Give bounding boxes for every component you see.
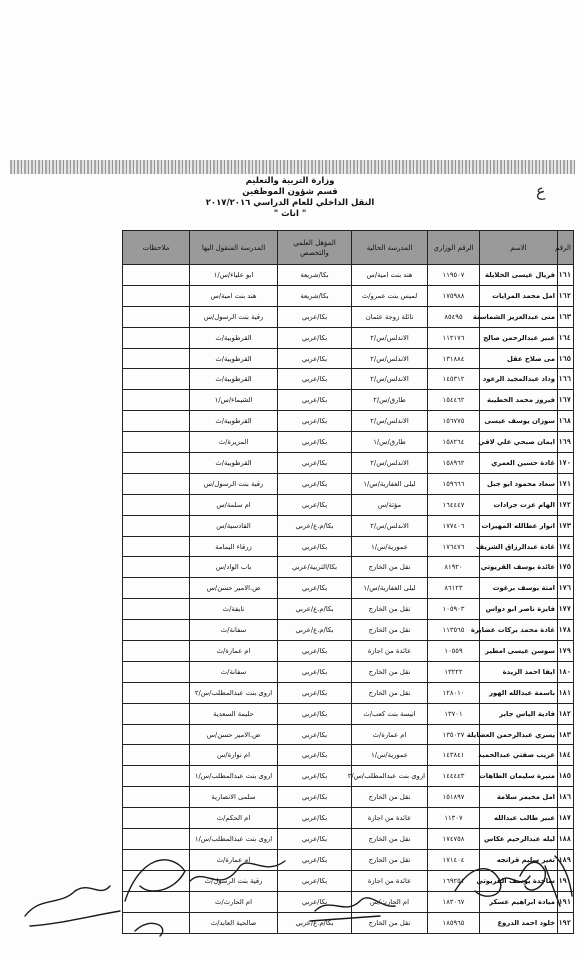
row-qualification-cell: بكا/عربي [278, 348, 352, 369]
table-row [123, 536, 574, 557]
row-qualification-cell: بكا/م.ع/عربي [278, 515, 352, 536]
row-name-cell: سعاد محمود ابو جبل [480, 473, 558, 494]
row-id-cell: ١٤٤٤٤٣ [428, 766, 480, 787]
table-row [123, 411, 574, 432]
row-notes-cell [123, 724, 190, 745]
table-row [123, 265, 574, 286]
row-target-school-cell: ام نوارة/س [190, 745, 278, 766]
row-target-school-cell: ابو علياء/س/١ [190, 265, 278, 286]
row-name-cell: امنة يوسف برغوث [480, 578, 558, 599]
row-qualification-cell: بكا/عربي [278, 641, 352, 662]
row-name-cell: ليله عبدالرحيم عكاس [480, 829, 558, 850]
row-num-cell: ١٨٣ [558, 724, 574, 745]
row-qualification-cell: بكا/عربي [278, 724, 352, 745]
row-qualification-cell: بكا/عربي [278, 829, 352, 850]
row-school-cell: الاندلس/س/٢ [352, 348, 428, 369]
row-target-school-cell: حليمة السعدية [190, 703, 278, 724]
row-name-cell: فايزة ناصر ابو دواس [480, 599, 558, 620]
row-target-school-cell: ام الحارث/ث [190, 891, 278, 912]
table-row [123, 327, 574, 348]
row-name-cell: خلود احمد الدروع [480, 912, 558, 933]
table-header-row [123, 231, 574, 265]
row-id-cell: ١١٩٥٠٧ [428, 265, 480, 286]
row-target-school-cell: ام الحكم/ث [190, 808, 278, 829]
row-school-cell: ام الحارث/س [352, 891, 428, 912]
row-school-cell: الاندلس/س/٢ [352, 369, 428, 390]
signature-2 [125, 860, 285, 936]
row-target-school-cell: رقية بنت الرسول/ث [190, 870, 278, 891]
row-name-cell: غادة عبدالرزاق الشريف [480, 536, 558, 557]
row-qualification-cell: بكا/م.ع/عربي [278, 620, 352, 641]
row-num-cell: ١٦٩ [558, 432, 574, 453]
signatures [0, 836, 583, 956]
table-row [123, 578, 574, 599]
row-qualification-cell: بكا/عربي [278, 306, 352, 327]
row-school-cell: نقل من الخارج [352, 829, 428, 850]
row-num-cell: ١٧٧ [558, 599, 574, 620]
row-name-cell: امل محمد المرايات [480, 285, 558, 306]
row-target-school-cell: سلمى الانصارية [190, 787, 278, 808]
document-header [180, 176, 400, 220]
row-num-cell: ١٦٧ [558, 390, 574, 411]
row-name-cell: منى عبدالعزيز الشماسنة [480, 306, 558, 327]
row-school-cell: اروى بنت عبدالمطلب/س/٢ [352, 766, 428, 787]
row-qualification-cell: بكا/عربي [278, 661, 352, 682]
row-school-cell: الاندلس/س/٢ [352, 453, 428, 474]
row-notes-cell [123, 369, 190, 390]
row-school-cell: نقل من الخارج [352, 912, 428, 933]
row-name-cell: عبير طالب عبدالله [480, 808, 558, 829]
row-id-cell: ١٧٤٧٥٨ [428, 829, 480, 850]
row-notes-cell [123, 285, 190, 306]
row-name-cell: منيرة سليمان الطاهات [480, 766, 558, 787]
document-title: النقل الداخلي للعام الدراسي ٢٠١٧/٢٠١٦ [205, 198, 375, 208]
table-row [123, 473, 574, 494]
row-target-school-cell: القرطوبية/ث [190, 453, 278, 474]
row-num-cell: ١٧٩ [558, 641, 574, 662]
row-qualification-cell: بكا/م.ع/عربي [278, 912, 352, 933]
row-school-cell: نقل من الخارج [352, 620, 428, 641]
table-row [123, 348, 574, 369]
table-row [123, 432, 574, 453]
row-name-cell: عبير عبدالرحمن صالح [480, 327, 558, 348]
table-row [123, 641, 574, 662]
row-id-cell: ١٣٢٢٢ [428, 661, 480, 682]
row-num-cell: ١٦٣ [558, 306, 574, 327]
row-qualification-cell: بكا/شريعة [278, 285, 352, 306]
row-id-cell: ١٧١٤٠٤ [428, 849, 480, 870]
row-qualification-cell: بكا/عربي [278, 494, 352, 515]
row-num-cell: ١٨٠ [558, 661, 574, 682]
row-id-cell: ١٥٩٦٦٦ [428, 473, 480, 494]
row-notes-cell [123, 808, 190, 829]
row-id-cell: ١١٢١٧٦ [428, 327, 480, 348]
row-name-cell: فيروز محمد الخطيبة [480, 390, 558, 411]
row-num-cell: ١٨١ [558, 682, 574, 703]
row-num-cell: ١٧١ [558, 473, 574, 494]
row-notes-cell [123, 453, 190, 474]
row-num-cell: ١٦٢ [558, 285, 574, 306]
department-name: قسم شؤون الموظفين [242, 187, 338, 197]
row-id-cell: ١٣٧٠١ [428, 703, 480, 724]
row-qualification-cell: بكا/عربي [278, 808, 352, 829]
row-notes-cell [123, 432, 190, 453]
row-id-cell: ١٠٥٩٠٣ [428, 599, 480, 620]
row-qualification-cell: بكا/التربية/عربي [278, 557, 352, 578]
row-target-school-cell: القرطوبية/ث [190, 411, 278, 432]
row-qualification-cell: بكا/عربي [278, 849, 352, 870]
row-qualification-cell: بكا/عربي [278, 787, 352, 808]
row-notes-cell [123, 682, 190, 703]
row-id-cell: ١٥٤٤٦٢ [428, 390, 480, 411]
row-id-cell: ٨٥٤٩٥ [428, 306, 480, 327]
row-notes-cell [123, 787, 190, 808]
table-row [123, 599, 574, 620]
table-row [123, 390, 574, 411]
row-school-cell: ام عمارة/ث [352, 724, 428, 745]
row-qualification-cell: بكا/عربي [278, 390, 352, 411]
table-row [123, 808, 574, 829]
row-qualification-cell: بكا/عربي [278, 327, 352, 348]
row-notes-cell [123, 348, 190, 369]
row-school-cell: نقل من الخارج [352, 849, 428, 870]
row-id-cell: ١٨٥٩٦٥ [428, 912, 480, 933]
row-num-cell: ١٩٠ [558, 870, 574, 891]
row-school-cell: نقل من الخارج [352, 557, 428, 578]
row-num-cell: ١٨٥ [558, 766, 574, 787]
row-school-cell: لميس بنت عمرو/ث [352, 285, 428, 306]
col-qualification-header: المؤهل العلمي والتخصص [278, 231, 352, 265]
row-num-cell: ١٧٤ [558, 536, 574, 557]
row-school-cell: نقل من الخارج [352, 787, 428, 808]
row-school-cell: الاندلس/س/٢ [352, 327, 428, 348]
row-target-school-cell: زرقاء اليمامة [190, 536, 278, 557]
row-id-cell: ١٢٨٠١٠ [428, 682, 480, 703]
table-row [123, 285, 574, 306]
row-id-cell: ١٦٩٢٥١ [428, 870, 480, 891]
row-num-cell: ١٦٨ [558, 411, 574, 432]
row-num-cell: ١٧٨ [558, 620, 574, 641]
row-num-cell: ١٧٦ [558, 578, 574, 599]
row-name-cell: ميادة ابراهيم عسكر [480, 891, 558, 912]
row-name-cell: عريب صفتي عبدالحميد [480, 745, 558, 766]
row-num-cell: ١٩٢ [558, 912, 574, 933]
row-target-school-cell: ض.الامير حسن/س [190, 724, 278, 745]
row-notes-cell [123, 265, 190, 286]
row-name-cell: ايمان صبحي علي لافي [480, 432, 558, 453]
row-school-cell: الاندلس/س/٢ [352, 515, 428, 536]
row-target-school-cell: رقية بنت الرسول/س [190, 473, 278, 494]
table-row [123, 453, 574, 474]
row-qualification-cell: بكا/عربي [278, 682, 352, 703]
row-notes-cell [123, 473, 190, 494]
table-row [123, 724, 574, 745]
row-target-school-cell: المزيرة/ث [190, 432, 278, 453]
row-target-school-cell: ض.الامير حسن/س [190, 578, 278, 599]
row-id-cell: ١٨٣٠٦٧ [428, 891, 480, 912]
row-target-school-cell: رقية بنت الرسول/س [190, 306, 278, 327]
row-id-cell: ١٥٨٩٦٢ [428, 453, 480, 474]
ministry-name: وزارة التربية والتعليم [245, 176, 335, 186]
row-num-cell: ١٨٤ [558, 745, 574, 766]
row-num-cell: ١٨٢ [558, 703, 574, 724]
table-row [123, 494, 574, 515]
transfer-table [122, 230, 574, 934]
row-notes-cell [123, 641, 190, 662]
row-name-cell: انوار عطالله المهيرات [480, 515, 558, 536]
row-notes-cell [123, 327, 190, 348]
signature-3 [310, 898, 395, 921]
table-row [123, 306, 574, 327]
row-school-cell: طارق/س/٢ [352, 390, 428, 411]
signature-5 [520, 856, 572, 906]
table-row [123, 515, 574, 536]
row-name-cell: سوسن عيسى امطير [480, 641, 558, 662]
row-num-cell: ١٨٩ [558, 849, 574, 870]
col-school-header: المدرسة الحالية [352, 231, 428, 265]
row-id-cell: ١٣١٨٨٤ [428, 348, 480, 369]
row-target-school-cell: اروى بنت عبدالمطلب/س/٢ [190, 682, 278, 703]
row-num-cell: ١٦٥ [558, 348, 574, 369]
row-name-cell: يسري عبدالرحمن العضايلة [480, 724, 558, 745]
row-name-cell: ساجدة يوسف القريوتي [480, 870, 558, 891]
row-qualification-cell: بكا/عربي [278, 453, 352, 474]
row-qualification-cell: بكا/عربي [278, 703, 352, 724]
row-school-cell: نائلة زوجة عثمان [352, 306, 428, 327]
row-school-cell: نقل من الخارج [352, 661, 428, 682]
row-notes-cell [123, 766, 190, 787]
row-notes-cell [123, 661, 190, 682]
row-notes-cell [123, 390, 190, 411]
document-subtitle: " اناث " [273, 209, 307, 219]
table-row [123, 682, 574, 703]
row-name-cell: سوزان يوسف عيسى [480, 411, 558, 432]
row-target-school-cell: نايفة/ث [190, 599, 278, 620]
row-notes-cell [123, 557, 190, 578]
row-school-cell: طارق/س/١ [352, 432, 428, 453]
row-name-cell: غادة محمد بركات عضايرة [480, 620, 558, 641]
row-notes-cell [123, 306, 190, 327]
row-notes-cell [123, 599, 190, 620]
table-row [123, 620, 574, 641]
row-name-cell: الهام عزت جرادات [480, 494, 558, 515]
row-qualification-cell: بكا/عربي [278, 432, 352, 453]
row-target-school-cell: القرطوبية/ث [190, 348, 278, 369]
row-id-cell: ١٧٧٤٠٦ [428, 515, 480, 536]
row-target-school-cell: القرطوبية/ث [190, 369, 278, 390]
row-school-cell: عمورية/س/١ [352, 536, 428, 557]
row-notes-cell [123, 745, 190, 766]
row-target-school-cell: سفانة/ث [190, 661, 278, 682]
row-qualification-cell: بكا/عربي [278, 578, 352, 599]
row-school-cell: نقل من الخارج [352, 599, 428, 620]
row-school-cell: مؤتة/س [352, 494, 428, 515]
row-qualification-cell: بكا/عربي [278, 473, 352, 494]
table-row [123, 557, 574, 578]
row-notes-cell [123, 620, 190, 641]
row-qualification-cell: بكا/م.ع/عربي [278, 599, 352, 620]
row-id-cell: ١٧٦٤٧٦ [428, 536, 480, 557]
row-num-cell: ١٦٤ [558, 327, 574, 348]
signature-1 [25, 886, 120, 926]
row-name-cell: فادية الياس جابر [480, 703, 558, 724]
row-qualification-cell: بكا/شريعة [278, 265, 352, 286]
scan-artifact [10, 160, 575, 174]
row-name-cell: تغير سليم قرانجه [480, 849, 558, 870]
row-school-cell: انيسة بنت كعب/ث [352, 703, 428, 724]
row-qualification-cell: بكا/عربي [278, 766, 352, 787]
row-num-cell: ١٦٦ [558, 369, 574, 390]
row-qualification-cell: بكا/عربي [278, 411, 352, 432]
table-row [123, 766, 574, 787]
row-school-cell: عائدة من اجازة [352, 870, 428, 891]
row-qualification-cell: بكا/عربي [278, 369, 352, 390]
row-school-cell: نقل من الخارج [352, 682, 428, 703]
row-id-cell: ١٥١٨٩٧ [428, 787, 480, 808]
row-num-cell: ١٩١ [558, 891, 574, 912]
row-notes-cell [123, 411, 190, 432]
row-name-cell: غادة حسين العمري [480, 453, 558, 474]
row-target-school-cell: باب الواد/س [190, 557, 278, 578]
col-notes-header: ملاحظات [123, 231, 190, 265]
row-name-cell: باسمة عبدالله الهور [480, 682, 558, 703]
table-row [123, 745, 574, 766]
row-id-cell: ١٧٥٩٨٨ [428, 285, 480, 306]
row-target-school-cell: سفانة/ث [190, 620, 278, 641]
row-num-cell: ١٧٥ [558, 557, 574, 578]
row-id-cell: ٨١٩٢٠ [428, 557, 480, 578]
row-notes-cell [123, 494, 190, 515]
row-notes-cell [123, 703, 190, 724]
row-target-school-cell: اروى بنت عبدالمطلب/س/١ [190, 829, 278, 850]
row-target-school-cell: هند بنت امية/س [190, 285, 278, 306]
row-notes-cell [123, 536, 190, 557]
row-school-cell: عائدة من اجازة [352, 808, 428, 829]
row-target-school-cell: صالحية العابد/ث [190, 912, 278, 933]
row-id-cell: ١٥٨٢٦٤ [428, 432, 480, 453]
row-qualification-cell: بكا/عربي [278, 891, 352, 912]
row-num-cell: ١٨٦ [558, 787, 574, 808]
row-target-school-cell: القرطوبية/ث [190, 327, 278, 348]
row-school-cell: عمورية/س/١ [352, 745, 428, 766]
table-row [123, 703, 574, 724]
col-name-header: الاسم [480, 231, 558, 265]
row-name-cell: فريال عيسى الخلايلة [480, 265, 558, 286]
row-notes-cell [123, 515, 190, 536]
row-target-school-cell: ام عمارة/ث [190, 849, 278, 870]
row-id-cell: ١١٣٠٧ [428, 808, 480, 829]
row-qualification-cell: بكا/عربي [278, 536, 352, 557]
row-notes-cell [123, 578, 190, 599]
row-name-cell: وداد عبدالمجيد الرعود [480, 369, 558, 390]
col-num-header: الرقم [558, 231, 574, 265]
row-id-cell: ٨٦١٢٣ [428, 578, 480, 599]
row-name-cell: ايفا احمد الزيدة [480, 661, 558, 682]
row-num-cell: ١٨٨ [558, 829, 574, 850]
row-id-cell: ١٦٤٤٤٧ [428, 494, 480, 515]
row-id-cell: ١٤٥٣١٢ [428, 369, 480, 390]
row-id-cell: ١٣٥٠٢٧ [428, 724, 480, 745]
row-num-cell: ١٧٣ [558, 515, 574, 536]
row-id-cell: ١١٣٥٦٥ [428, 620, 480, 641]
signature-4 [455, 869, 530, 897]
row-id-cell: ١٥٦٧٧٥ [428, 411, 480, 432]
col-id-header: الرقم الوزاري [428, 231, 480, 265]
row-school-cell: هند بنت امية/س [352, 265, 428, 286]
row-school-cell: ليلى الغفارية/س/١ [352, 473, 428, 494]
row-target-school-cell: الشيماء/س/١ [190, 390, 278, 411]
table-row [123, 787, 574, 808]
handwritten-mark: ع [536, 181, 546, 200]
row-qualification-cell: بكا/عربي [278, 870, 352, 891]
row-num-cell: ١٧٢ [558, 494, 574, 515]
row-target-school-cell: ام عمارة/ث [190, 641, 278, 662]
row-id-cell: ١٤٣٨٤١ [428, 745, 480, 766]
row-num-cell: ١٨٧ [558, 808, 574, 829]
row-school-cell: ليلى الغفارية/س/١ [352, 578, 428, 599]
table-row [123, 661, 574, 682]
row-target-school-cell: ام سلمة/س [190, 494, 278, 515]
row-qualification-cell: بكا/عربي [278, 745, 352, 766]
table-row [123, 369, 574, 390]
col-target-school-header: المدرسة المنقول اليها [190, 231, 278, 265]
row-num-cell: ١٦١ [558, 265, 574, 286]
row-name-cell: عائدة يوسف القريوتي [480, 557, 558, 578]
row-target-school-cell: القادسية/س [190, 515, 278, 536]
row-id-cell: ١٠٥٥٩ [428, 641, 480, 662]
row-name-cell: مى صلاح عقل [480, 348, 558, 369]
row-target-school-cell: اروى بنت عبدالمطلب/س/١ [190, 766, 278, 787]
row-school-cell: عائدة من اجازة [352, 641, 428, 662]
row-school-cell: الاندلس/س/٢ [352, 411, 428, 432]
row-name-cell: امل مخيمر سلامة [480, 787, 558, 808]
row-num-cell: ١٧٠ [558, 453, 574, 474]
